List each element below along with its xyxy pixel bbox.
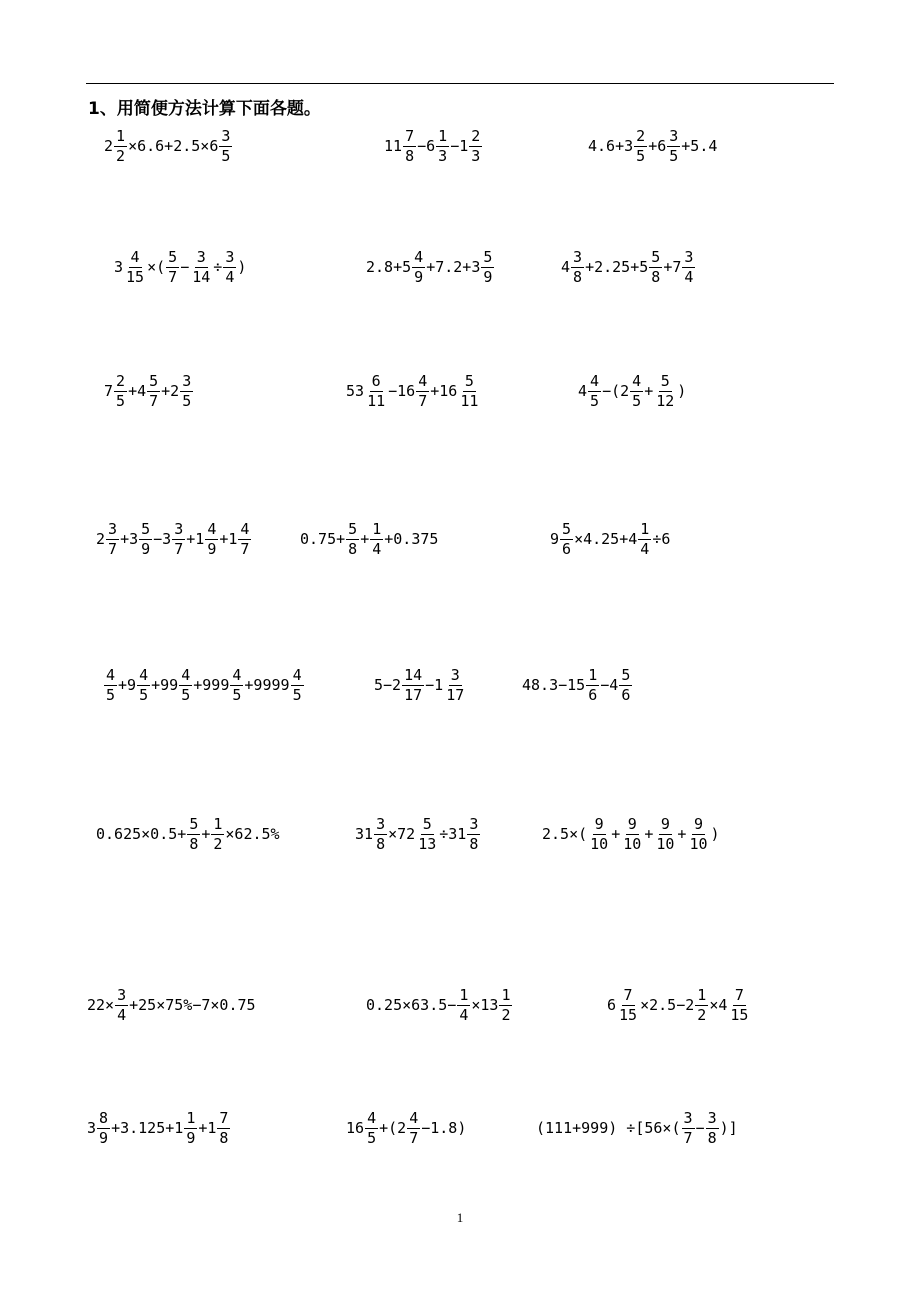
expr-text: 2: [96, 530, 106, 548]
fraction-numerator: 9: [594, 815, 604, 833]
expr-text: +: [644, 382, 654, 400]
fraction-numerator: 3: [225, 248, 235, 266]
problem-1: [104, 129, 233, 164]
fraction: [147, 374, 160, 409]
fraction-numerator: 1: [213, 815, 223, 833]
fraction-denominator: 5: [116, 392, 126, 410]
expr-text: ): [237, 258, 247, 276]
fraction-denominator: 15: [619, 1006, 638, 1024]
top-rule: [86, 83, 834, 84]
fraction-numerator: 5: [141, 520, 151, 538]
expr-text: −: [180, 258, 190, 276]
fraction: [407, 1111, 420, 1146]
fraction: [588, 817, 610, 852]
fraction: [481, 250, 494, 285]
fraction-denominator: 11: [460, 392, 479, 410]
fraction: [230, 668, 243, 703]
fraction-numerator: 3: [376, 815, 386, 833]
expr-text: +16: [430, 382, 458, 400]
fraction: [499, 988, 512, 1023]
fraction-denominator: 7: [149, 392, 159, 410]
fraction: [412, 250, 425, 285]
fraction: [205, 522, 218, 557]
expr-text: +999: [193, 676, 230, 694]
fraction-denominator: 14: [192, 268, 211, 286]
expr-text: +2.25+5: [585, 258, 649, 276]
fraction-denominator: 5: [139, 686, 149, 704]
expr-text: ÷: [213, 258, 223, 276]
fraction: [416, 374, 429, 409]
expr-text: ÷6: [652, 530, 671, 548]
fraction-denominator: 10: [590, 835, 609, 853]
fraction: [137, 668, 150, 703]
fraction: [588, 374, 601, 409]
problem-24: [536, 1111, 738, 1146]
fraction-denominator: 7: [240, 540, 250, 558]
expr-text: +1: [186, 530, 205, 548]
fraction: [687, 817, 709, 852]
fraction-numerator: 3: [117, 986, 127, 1004]
fraction-numerator: 3: [669, 127, 679, 145]
fraction-numerator: 1: [459, 986, 469, 1004]
fraction: [728, 988, 750, 1023]
expr-text: +1: [219, 530, 238, 548]
fraction-denominator: 9: [141, 540, 151, 558]
problem-3: [588, 129, 717, 164]
fraction-denominator: 8: [348, 540, 358, 558]
expr-text: −: [695, 1119, 705, 1137]
fraction-numerator: 1: [372, 520, 382, 538]
problem-20: [366, 988, 513, 1023]
fraction-numerator: 1: [438, 127, 448, 145]
fraction: [619, 668, 632, 703]
fraction: [630, 374, 643, 409]
fraction-denominator: 2: [697, 1006, 707, 1024]
expr-text: ): [677, 382, 687, 400]
fraction: [291, 668, 304, 703]
expr-text: 3: [87, 1119, 97, 1137]
fraction-numerator: 5: [189, 815, 199, 833]
fraction-denominator: 8: [707, 1129, 717, 1147]
expr-text: 16: [346, 1119, 365, 1137]
expr-text: 9: [550, 530, 560, 548]
fraction-denominator: 4: [225, 268, 235, 286]
fraction: [586, 668, 599, 703]
expr-text: 2: [104, 137, 114, 155]
fraction-denominator: 7: [108, 540, 118, 558]
problem-13: [103, 668, 305, 703]
expr-text: 11: [384, 137, 403, 155]
expr-text: 31: [355, 825, 374, 843]
fraction-denominator: 9: [186, 1129, 196, 1147]
fraction-numerator: 1: [640, 520, 650, 538]
fraction-denominator: 9: [207, 540, 217, 558]
fraction: [667, 129, 680, 164]
fraction-denominator: 4: [117, 1006, 127, 1024]
fraction-denominator: 2: [213, 835, 223, 853]
fraction: [217, 1111, 230, 1146]
fraction: [179, 668, 192, 703]
fraction-denominator: 5: [636, 147, 646, 165]
expr-text: +7: [663, 258, 682, 276]
fraction-denominator: 5: [221, 147, 231, 165]
problem-4: [114, 250, 246, 285]
fraction-denominator: 13: [418, 835, 437, 853]
problem-12: [550, 522, 670, 557]
fraction-numerator: 4: [409, 1109, 419, 1127]
fraction-denominator: 4: [684, 268, 694, 286]
fraction: [365, 374, 387, 409]
fraction-denominator: 11: [367, 392, 386, 410]
fraction: [139, 522, 152, 557]
fraction-numerator: 2: [471, 127, 481, 145]
expr-text: +9: [118, 676, 137, 694]
fraction-numerator: 4: [418, 372, 428, 390]
fraction-denominator: 15: [730, 1006, 749, 1024]
problem-10: [96, 522, 252, 557]
expr-text: ÷31: [439, 825, 467, 843]
problem-16: [96, 817, 280, 852]
expr-text: +(2: [379, 1119, 407, 1137]
fraction: [682, 1111, 695, 1146]
fraction-numerator: 4: [232, 666, 242, 684]
expr-text: −1: [450, 137, 469, 155]
fraction: [184, 1111, 197, 1146]
fraction: [706, 1111, 719, 1146]
fraction-numerator: 9: [693, 815, 703, 833]
fraction: [172, 522, 185, 557]
fraction-numerator: 1: [501, 986, 511, 1004]
fraction-denominator: 5: [232, 686, 242, 704]
expr-text: +: [611, 825, 621, 843]
fraction-denominator: 7: [168, 268, 178, 286]
fraction-denominator: 3: [471, 147, 481, 165]
fraction-numerator: 7: [623, 986, 633, 1004]
expr-text: 2.5×(: [542, 825, 588, 843]
fraction-numerator: 5: [464, 372, 474, 390]
fraction-denominator: 8: [405, 147, 415, 165]
problem-22: [87, 1111, 231, 1146]
fraction: [124, 250, 146, 285]
fraction: [617, 988, 639, 1023]
expr-text: −4: [600, 676, 619, 694]
fraction: [114, 129, 127, 164]
fraction-numerator: 3: [707, 1109, 717, 1127]
fraction-denominator: 6: [588, 686, 598, 704]
fraction: [444, 668, 466, 703]
fraction: [469, 129, 482, 164]
expr-text: +3: [120, 530, 139, 548]
fraction: [402, 668, 424, 703]
fraction: [458, 374, 480, 409]
problem-8: [346, 374, 481, 409]
fraction: [654, 374, 676, 409]
problem-9: [578, 374, 686, 409]
section-heading: 1、用简便方法计算下面各题。: [88, 99, 321, 119]
fraction: [634, 129, 647, 164]
fraction-denominator: 9: [414, 268, 424, 286]
fraction-denominator: 5: [292, 686, 302, 704]
expr-text: +4: [128, 382, 147, 400]
fraction: [560, 522, 573, 557]
fraction: [695, 988, 708, 1023]
problem-21: [607, 988, 751, 1023]
problem-2: [384, 129, 483, 164]
fraction: [106, 522, 119, 557]
expr-text: ×4.25+4: [574, 530, 638, 548]
expr-text: +5.4: [681, 137, 718, 155]
fraction-numerator: 5: [660, 372, 670, 390]
fraction-numerator: 4: [632, 372, 642, 390]
fraction-denominator: 5: [182, 392, 192, 410]
fraction-denominator: 7: [174, 540, 184, 558]
fraction-denominator: 7: [409, 1129, 419, 1147]
expr-text: 22×: [87, 996, 115, 1014]
fraction-denominator: 7: [683, 1129, 693, 1147]
fraction-numerator: 5: [651, 248, 661, 266]
fraction-numerator: 2: [116, 372, 126, 390]
fraction-numerator: 4: [240, 520, 250, 538]
fraction-numerator: 4: [130, 248, 140, 266]
fraction: [97, 1111, 110, 1146]
problem-18: [542, 817, 720, 852]
expr-text: (111+999) ÷[56×(: [536, 1119, 681, 1137]
expr-text: ×(: [147, 258, 166, 276]
expr-text: −1: [425, 676, 444, 694]
expr-text: +3.125+1: [111, 1119, 184, 1137]
problem-7: [104, 374, 194, 409]
expr-text: 7: [104, 382, 114, 400]
expr-text: ×13: [471, 996, 499, 1014]
problem-23: [346, 1111, 466, 1146]
fraction-denominator: 5: [367, 1129, 377, 1147]
page-number: 1: [456, 1210, 464, 1225]
fraction-denominator: 10: [623, 835, 642, 853]
fraction-numerator: 3: [450, 666, 460, 684]
fraction-numerator: 1: [697, 986, 707, 1004]
fraction: [682, 250, 695, 285]
fraction-denominator: 10: [689, 835, 708, 853]
problem-5: [366, 250, 495, 285]
expr-text: ×62.5%: [225, 825, 280, 843]
expr-text: )]: [719, 1119, 738, 1137]
expr-text: ×4: [709, 996, 728, 1014]
fraction: [187, 817, 200, 852]
fraction: [346, 522, 359, 557]
fraction-numerator: 1: [186, 1109, 196, 1127]
fraction-numerator: 3: [196, 248, 206, 266]
expr-text: 4.6+3: [588, 137, 634, 155]
fraction-numerator: 3: [182, 372, 192, 390]
expr-text: ): [710, 825, 720, 843]
fraction-numerator: 4: [367, 1109, 377, 1127]
expr-text: +: [677, 825, 687, 843]
expr-text: 4: [561, 258, 571, 276]
fraction-denominator: 8: [651, 268, 661, 286]
fraction-denominator: 7: [418, 392, 428, 410]
fraction-numerator: 4: [292, 666, 302, 684]
fraction: [219, 129, 232, 164]
fraction-denominator: 2: [116, 147, 126, 165]
fraction-denominator: 8: [573, 268, 583, 286]
expr-text: 2.8+5: [366, 258, 412, 276]
fraction-numerator: 3: [108, 520, 118, 538]
fraction-numerator: 9: [660, 815, 670, 833]
fraction-numerator: 2: [636, 127, 646, 145]
fraction-numerator: 7: [219, 1109, 229, 1127]
fraction: [211, 817, 224, 852]
fraction-numerator: 1: [588, 666, 598, 684]
fraction-denominator: 17: [404, 686, 423, 704]
fraction-numerator: 8: [99, 1109, 109, 1127]
expr-text: −3: [153, 530, 172, 548]
fraction: [365, 1111, 378, 1146]
problem-11: [300, 522, 438, 557]
fraction-denominator: 6: [621, 686, 631, 704]
fraction-numerator: 1: [116, 127, 126, 145]
fraction-numerator: 7: [405, 127, 415, 145]
fraction-denominator: 5: [181, 686, 191, 704]
fraction: [370, 522, 383, 557]
expr-text: +99: [151, 676, 179, 694]
fraction: [649, 250, 662, 285]
fraction-numerator: 4: [181, 666, 191, 684]
fraction-denominator: 9: [483, 268, 493, 286]
fraction-denominator: 15: [126, 268, 145, 286]
expr-text: 3: [114, 258, 124, 276]
fraction-denominator: 12: [656, 392, 675, 410]
expr-text: +7.2+3: [426, 258, 481, 276]
fraction: [571, 250, 584, 285]
fraction-numerator: 3: [683, 1109, 693, 1127]
fraction-denominator: 4: [372, 540, 382, 558]
expr-text: +1: [198, 1119, 217, 1137]
fraction-numerator: 5: [621, 666, 631, 684]
expr-text: +25×75%−7×0.75: [129, 996, 256, 1014]
fraction-numerator: 3: [221, 127, 231, 145]
fraction-numerator: 14: [404, 666, 423, 684]
fraction: [238, 522, 251, 557]
fraction: [638, 522, 651, 557]
expr-text: +2: [161, 382, 180, 400]
fraction: [374, 817, 387, 852]
expr-text: 0.75+: [300, 530, 346, 548]
expr-text: ×72: [388, 825, 416, 843]
fraction: [467, 817, 480, 852]
expr-text: 5−2: [374, 676, 402, 694]
expr-text: +: [644, 825, 654, 843]
expr-text: −(2: [602, 382, 630, 400]
problem-14: [374, 668, 467, 703]
expr-text: ×2.5−2: [640, 996, 695, 1014]
fraction-denominator: 5: [669, 147, 679, 165]
fraction-denominator: 8: [469, 835, 479, 853]
fraction-numerator: 4: [207, 520, 217, 538]
expr-text: −6: [417, 137, 436, 155]
fraction-denominator: 4: [640, 540, 650, 558]
fraction: [223, 250, 236, 285]
fraction-denominator: 3: [438, 147, 448, 165]
fraction: [403, 129, 416, 164]
fraction-denominator: 5: [106, 686, 116, 704]
fraction: [436, 129, 449, 164]
fraction-denominator: 8: [376, 835, 386, 853]
fraction-numerator: 4: [106, 666, 116, 684]
fraction: [104, 668, 117, 703]
expr-text: +0.375: [384, 530, 439, 548]
fraction: [115, 988, 128, 1023]
fraction-numerator: 5: [562, 520, 572, 538]
expr-text: −16: [388, 382, 416, 400]
fraction: [180, 374, 193, 409]
fraction-numerator: 4: [139, 666, 149, 684]
fraction-numerator: 3: [174, 520, 184, 538]
fraction-numerator: 4: [414, 248, 424, 266]
fraction-denominator: 5: [590, 392, 600, 410]
expr-text: 0.25×63.5−: [366, 996, 457, 1014]
fraction-numerator: 3: [469, 815, 479, 833]
expr-text: −1.8): [421, 1119, 467, 1137]
fraction: [457, 988, 470, 1023]
fraction-numerator: 5: [168, 248, 178, 266]
expr-text: +6: [648, 137, 667, 155]
fraction: [621, 817, 643, 852]
fraction-denominator: 8: [189, 835, 199, 853]
fraction-numerator: 5: [422, 815, 432, 833]
fraction-denominator: 4: [459, 1006, 469, 1024]
fraction-denominator: 17: [446, 686, 465, 704]
fraction: [654, 817, 676, 852]
fraction-denominator: 10: [656, 835, 675, 853]
fraction-denominator: 5: [632, 392, 642, 410]
fraction-denominator: 6: [562, 540, 572, 558]
problem-15: [522, 668, 633, 703]
fraction-numerator: 6: [371, 372, 381, 390]
problem-19: [87, 988, 256, 1023]
fraction-numerator: 5: [149, 372, 159, 390]
expr-text: +9999: [244, 676, 290, 694]
expr-text: +: [201, 825, 211, 843]
fraction: [416, 817, 438, 852]
problem-17: [355, 817, 481, 852]
fraction: [190, 250, 212, 285]
expr-text: +: [360, 530, 370, 548]
expr-text: 48.3−15: [522, 676, 586, 694]
problem-6: [561, 250, 696, 285]
fraction-denominator: 2: [501, 1006, 511, 1024]
fraction-numerator: 3: [573, 248, 583, 266]
expr-text: 53: [346, 382, 365, 400]
fraction-numerator: 5: [483, 248, 493, 266]
fraction-denominator: 9: [99, 1129, 109, 1147]
expr-text: 4: [578, 382, 588, 400]
fraction-denominator: 8: [219, 1129, 229, 1147]
expr-text: 6: [607, 996, 617, 1014]
fraction-numerator: 9: [627, 815, 637, 833]
expr-text: 0.625×0.5+: [96, 825, 187, 843]
fraction-numerator: 4: [590, 372, 600, 390]
fraction-numerator: 5: [348, 520, 358, 538]
expr-text: ×6.6+2.5×6: [128, 137, 219, 155]
fraction: [166, 250, 179, 285]
fraction: [114, 374, 127, 409]
fraction-numerator: 7: [734, 986, 744, 1004]
fraction-numerator: 3: [684, 248, 694, 266]
